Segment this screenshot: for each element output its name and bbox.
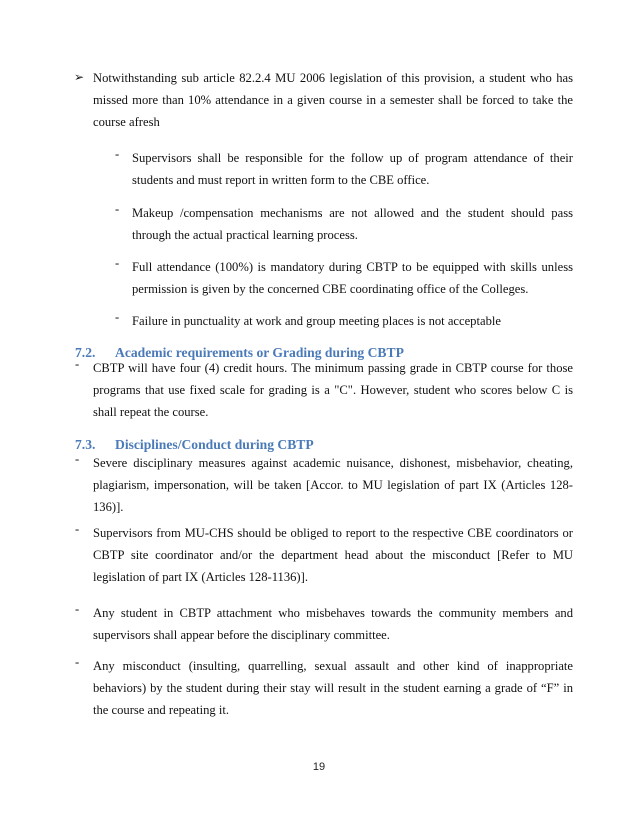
section-number: 7.2.: [75, 345, 96, 360]
sub-item: Supervisors shall be responsible for the follow up of program attendance of their students and must report in written form to the CBE office.: [132, 151, 573, 187]
dash-bullet: -: [115, 310, 120, 324]
dash-bullet: -: [75, 522, 80, 536]
dash-bullet: -: [75, 357, 80, 371]
section-item: Any student in CBTP attachment who misbehaves towards the community members and supervisors shall appear before the disciplinary committee.: [93, 606, 573, 642]
section-number: 7.3.: [75, 437, 96, 452]
section-title: Disciplines/Conduct during CBTP: [115, 437, 314, 452]
section-item: Supervisors from MU-CHS should be obliged to report to the respective CBE coordinators or CBTP site coordinator and/or the department head about the misconduct [Refer to MU legislation of part IX (Articles 128-1136)].: [93, 526, 573, 584]
section-item: Any misconduct (insulting, quarrelling, sexual assault and other kind of inappropriate behaviors) by the student during their stay will result in the student earning a grade of “F” in the course and repeating it.: [93, 659, 573, 717]
sub-item: Makeup /compensation mechanisms are not allowed and the student should pass through the actual practical learning process.: [132, 206, 573, 242]
dash-bullet: -: [75, 655, 80, 669]
section-item: CBTP will have four (4) credit hours. The minimum passing grade in CBTP course for those programs that use fixed scale for grading is a "C". However, student who scores below C is shall repeat the course.: [93, 361, 573, 419]
page-number: 19: [312, 761, 326, 773]
sub-item: Full attendance (100%) is mandatory during CBTP to be equipped with skills unless permission is given by the concerned CBE coordinating office of the Colleges.: [132, 260, 573, 296]
dash-bullet: -: [115, 147, 120, 161]
section-item: Severe disciplinary measures against academic nuisance, dishonest, misbehavior, cheating, plagiarism, impersonation, will be taken [Accor. to MU legislation of part IX (Articles 128-136)].: [93, 456, 573, 514]
dash-bullet: -: [115, 256, 120, 270]
dash-bullet: -: [115, 202, 120, 216]
dash-bullet: -: [75, 602, 80, 616]
dash-bullet: -: [75, 452, 80, 466]
intro-paragraph: Notwithstanding sub article 82.2.4 MU 2006 legislation of this provision, a student who has missed more than 10% attendance in a given course in a semester shall be forced to take the course afresh: [93, 71, 573, 129]
section-title: Academic requirements or Grading during CBTP: [115, 345, 404, 360]
sub-item: Failure in punctuality at work and group meeting places is not acceptable: [132, 314, 501, 328]
arrow-bullet-icon: ➢: [74, 70, 85, 84]
